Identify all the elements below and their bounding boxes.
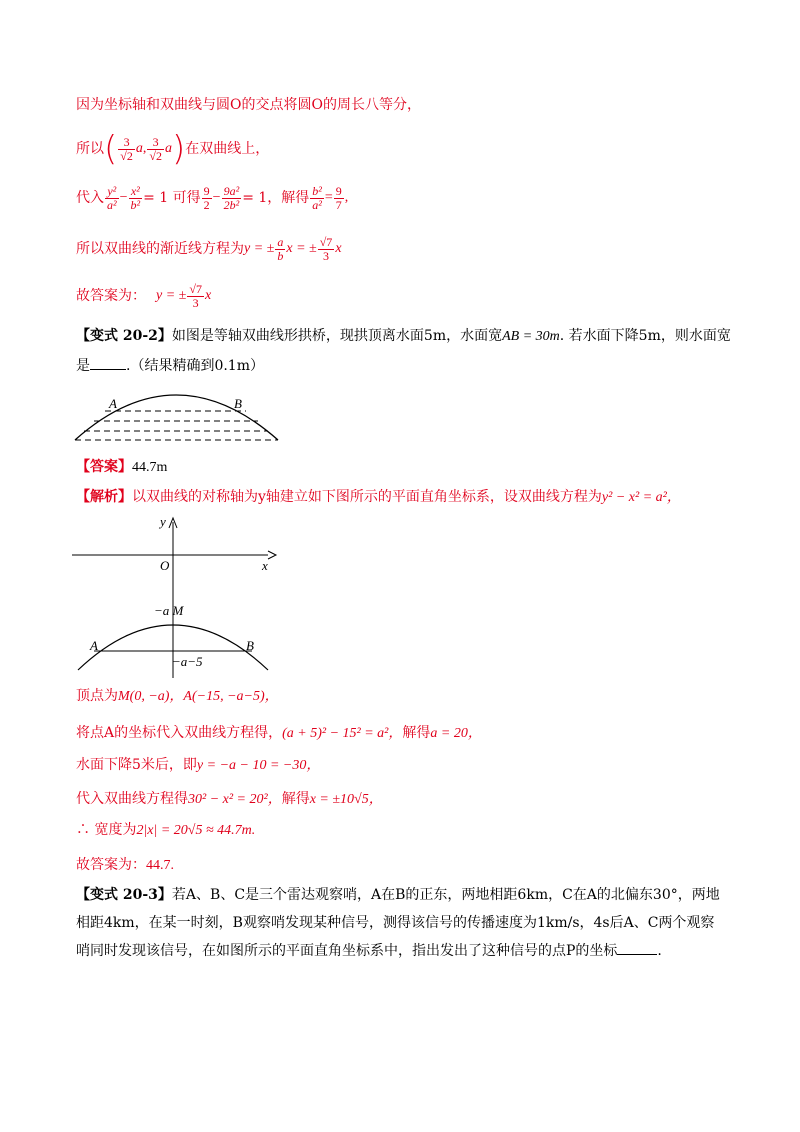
solution-line-1: [76, 95, 421, 115]
solution-line-3: 代入 $\frac{\text{y²}}{\text{a²}}$ − $\frac{\text{x²}}{\text{b²}}$ = 1 可得 $\frac{9}{2}$ − $\frac{\text{9a²}}{\text{2b²}}$ = 1，解得 $\frac{\text{b²}}{\text{a²}}$ = $\frac{9}{7}$ ,: [76, 183, 349, 212]
point-b-label: B: [246, 638, 254, 653]
question-20-3-line-3: [76, 941, 662, 961]
text: = 1，解得: [242, 190, 310, 206]
answer-blank: [617, 942, 657, 955]
text: 故答案为：: [76, 857, 146, 873]
solution-line-width: [76, 820, 255, 841]
expr: (a + 5)² − 15² = a²，: [282, 726, 403, 741]
text: .: [657, 943, 662, 959]
expr: y² − x² = a²，: [601, 490, 681, 505]
solution-line-answer: [76, 855, 174, 876]
solution-line-lower: [76, 755, 320, 776]
expr: 2|x| = 20√5 ≈ 44.7m.: [136, 823, 256, 838]
fraction: $\frac{3}{√2}$: [120, 134, 133, 163]
answer-line-20-2: [76, 457, 167, 478]
text: . 若水面下降5m，则水面宽: [559, 328, 731, 344]
text: 代入: [76, 190, 104, 206]
question-20-2-line-1: [76, 326, 731, 347]
answer-value: 44.7.: [146, 858, 174, 873]
var-x: x: [335, 241, 342, 256]
text: =: [324, 190, 333, 205]
arch-bridge-figure: [72, 384, 287, 446]
text: 是: [76, 358, 90, 374]
fraction: $\frac{a}{b}$: [277, 234, 284, 263]
expr: x = ±: [286, 241, 317, 256]
fraction: $\frac{\text{y²}}{\text{a²}}$: [107, 183, 117, 212]
text: ∴ 宽度为: [76, 822, 137, 838]
text: 所以: [76, 141, 104, 157]
text: = 1 可得: [143, 190, 201, 206]
text: .（结果精确到0.1m）: [126, 358, 264, 374]
y-axis-label: y: [160, 514, 166, 529]
question-20-3-line-2: [76, 913, 714, 933]
fraction: $\frac{\text{b²}}{\text{a²}}$: [312, 183, 322, 212]
solution-line-2: 所以 ( $\frac{3}{√2}$ a , $\frac{3}{√2}$ a ) 在双曲线上，: [76, 129, 270, 169]
fraction: $\frac{√7}{3}$: [319, 234, 333, 263]
point-a-label: A: [90, 638, 98, 653]
var-x: x: [204, 288, 212, 303]
answer-blank: [90, 357, 126, 370]
text: 所以双曲线的渐近线方程为: [76, 241, 244, 257]
x-axis-label: x: [262, 558, 268, 573]
text: 以双曲线的对称轴为y轴建立如下图所示的平面直角坐标系，设双曲线方程为: [132, 489, 602, 505]
expr: a = 20，: [430, 726, 482, 741]
text: 哨同时发现该信号，在如图所示的平面直角坐标系中，指出发出了这种信号的点P的坐标: [76, 943, 618, 959]
water-level-label: −a−5: [172, 654, 203, 669]
text: 代入双曲线方程得: [76, 791, 188, 807]
question-20-2-line-2: [76, 356, 264, 376]
fraction: $\frac{√7}{3}$: [189, 281, 202, 310]
answer-tag: 【答案】: [76, 459, 132, 475]
solution-line-substitute: [76, 723, 482, 744]
expr: y = ±: [156, 288, 187, 303]
text: 故答案为：: [76, 288, 146, 304]
label-b: B: [234, 396, 242, 411]
text: 在双曲线上，: [185, 141, 270, 157]
fraction: $\frac{9}{7}$: [335, 183, 342, 212]
text: 解得: [402, 725, 431, 741]
analysis-line: [76, 487, 681, 508]
answer-line: [76, 276, 211, 316]
left-paren: (: [104, 129, 118, 169]
expr: y = −a − 10 = −30，: [196, 758, 321, 773]
text: 水面下降5米后，即: [76, 757, 197, 773]
text: 若A、B、C是三个雷达观察哨，A在B的正东，两地相距6km，C在A的北偏东30°，两地: [171, 887, 720, 903]
expr: M(0, −a)，A(−15, −a−5)，: [118, 689, 279, 704]
vertex-label: −a M: [154, 603, 184, 618]
expr: AB = 30m: [502, 329, 560, 344]
origin-label: O: [160, 558, 170, 573]
var-a: a: [164, 141, 172, 156]
fraction: $\frac{9}{2}$: [203, 183, 210, 212]
question-tag: 【变式 20-3】: [76, 887, 172, 903]
question-tag: 【变式 20-2】: [76, 328, 172, 344]
text: 将点A的坐标代入双曲线方程得，: [76, 725, 283, 741]
question-20-3-line-1: [76, 885, 720, 905]
text: 解得: [281, 791, 310, 807]
text: 顶点为: [76, 688, 118, 704]
fraction: $\frac{3}{√2}$: [149, 134, 162, 163]
solution-line-vertex: [76, 686, 279, 707]
var-a: a: [135, 141, 143, 156]
label-a: A: [109, 396, 117, 411]
text: 如图是等轴双曲线形拱桥，现拱顶离水面5m，水面宽: [171, 328, 503, 344]
answer-value: 44.7m: [132, 460, 168, 475]
expr: 30² − x² = 20²，: [188, 792, 282, 807]
text: 相距4km，在某一时刻，B观察哨发现某种信号，测得该信号的传播速度为1km/s，4s后A、C两个观察: [76, 915, 715, 931]
expr: y = ±: [244, 241, 275, 256]
solution-line-4: [76, 229, 342, 269]
coordinate-figure: [72, 510, 282, 682]
expr: x = ±10√5，: [309, 792, 383, 807]
fraction: $\frac{\text{9a²}}{\text{2b²}}$: [223, 183, 240, 212]
right-paren: ): [171, 129, 186, 169]
fraction: $\frac{\text{x²}}{\text{b²}}$: [130, 183, 141, 212]
analysis-tag: 【解析】: [76, 489, 132, 505]
solution-line-solve: [76, 789, 383, 810]
text: 因为坐标轴和双曲线与圆O的交点将圆O的周长八等分，: [76, 97, 421, 113]
